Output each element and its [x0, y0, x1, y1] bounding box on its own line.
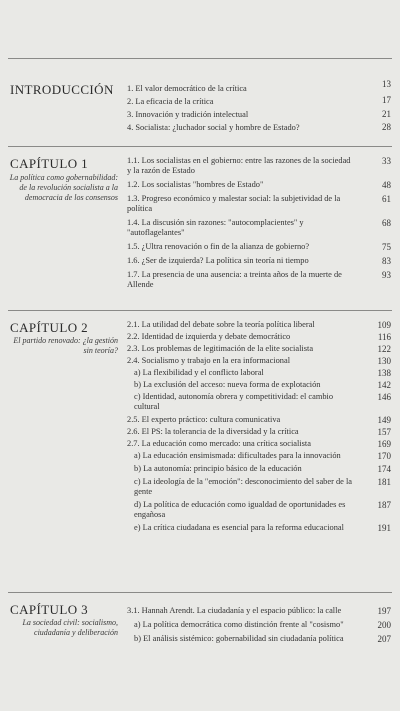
section-divider	[8, 592, 392, 593]
section-subtitle: El partido renovado: ¿la gestión sin teoría?	[13, 336, 118, 355]
section-divider	[8, 146, 392, 147]
entry-page: 48	[382, 180, 391, 190]
entry-text: 2.2. Identidad de izquierda y debate democrático	[127, 332, 291, 341]
entry-text: 1.5. ¿Ultra renovación o fin de la alianza de gobierno?	[127, 242, 310, 251]
entry-page: 17	[382, 95, 391, 105]
entry-page: 130	[377, 356, 391, 366]
entry-page: 122	[377, 344, 391, 354]
toc-entry	[127, 180, 391, 190]
toc-entry	[127, 79, 391, 94]
entry-page: 157	[377, 427, 391, 437]
toc-subentry	[127, 368, 391, 378]
entry-text: a) La educación ensimismada: dificultades para la innovación	[134, 451, 341, 460]
entry-page: 200	[377, 620, 391, 630]
entry-page: 116	[377, 332, 391, 342]
entries-list	[127, 156, 391, 290]
entry-text: 2.1. La utilidad del debate sobre la teoría política liberal	[127, 320, 315, 329]
entry-text: 2.6. El PS: la tolerancia de la diversidad y la crítica	[127, 427, 299, 436]
toc-entry	[127, 156, 391, 176]
section-title: INTRODUCCIÓN	[10, 82, 114, 97]
toc-subentry	[127, 464, 391, 474]
entry-text: 2.3. Los problemas de legitimación de la elite socialista	[127, 344, 314, 353]
toc-entry	[127, 218, 391, 238]
entry-text: 2. La eficacia de la crítica	[127, 97, 214, 106]
toc-entry	[127, 97, 391, 107]
section-title: CAPÍTULO 2	[10, 320, 89, 335]
toc-subentry	[127, 451, 391, 461]
entry-page: 170	[377, 451, 391, 461]
entry-text: 1.7. La presencia de una ausencia: a treinta años de la muerte de Allende	[127, 270, 342, 289]
toc-entry	[127, 242, 391, 252]
entry-text: 3.1. Hannah Arendt. La ciudadanía y el espacio público: la calle	[127, 606, 342, 615]
toc-subentry	[127, 392, 391, 412]
entry-text: 2.5. El experto práctico: cultura comunicativa	[127, 415, 281, 424]
toc-entry	[127, 256, 391, 266]
toc-entry	[127, 270, 391, 290]
entry-text: 1.2. Los socialistas "hombres de Estado"	[127, 180, 264, 189]
entry-text: 1.4. La discusión sin razones: "autocomplacientes" y "autoflagelantes"	[127, 218, 304, 237]
toc-subentry	[127, 477, 391, 497]
entry-text: 1.1. Los socialistas en el gobierno: entre las razones de la sociedad y la razón de Estado	[127, 156, 351, 175]
toc-entry	[127, 356, 391, 366]
toc-entry	[127, 332, 391, 342]
entry-page: 207	[377, 634, 391, 644]
top-divider	[8, 58, 392, 59]
entry-text: d) La política de educación como igualdad de oportunidades es engañosa	[134, 500, 346, 519]
section-subtitle: La política como gobernabilidad: de la revolución socialista a la democracia de los consensos	[9, 173, 118, 202]
entry-text: 2.4. Socialismo y trabajo en la era informacional	[127, 356, 291, 365]
entry-page: 28	[382, 122, 391, 132]
toc-subentry	[127, 634, 391, 644]
entry-text: a) La flexibilidad y el conflicto laboral	[134, 368, 264, 377]
entry-text: 4. Socialista: ¿luchador social y hombre de Estado?	[127, 123, 300, 132]
entry-page: 83	[382, 256, 391, 266]
toc-entry	[127, 439, 391, 449]
entry-page: 187	[377, 500, 391, 510]
entry-text: 1.6. ¿Ser de izquierda? La política sin teoría ni tiempo	[127, 256, 309, 265]
toc-entry	[127, 110, 391, 120]
entry-text: 1. El valor democrático de la crítica	[127, 84, 247, 93]
toc-subentry	[127, 620, 391, 630]
toc-subentry	[127, 523, 391, 533]
entries-list	[127, 320, 391, 533]
entry-page: 181	[377, 477, 391, 487]
entry-page: 197	[377, 606, 391, 616]
entry-text: c) La ideología de la "emoción": desconocimiento del saber de la gente	[134, 477, 352, 496]
entry-page: 21	[382, 109, 391, 119]
toc-entry	[127, 344, 391, 354]
section-subtitle: La sociedad civil: socialismo, ciudadanía y deliberación	[22, 618, 118, 637]
entry-page: 13	[382, 79, 391, 89]
entry-text: b) El análisis sistémico: gobernabilidad sin ciudadanía política	[134, 634, 344, 643]
toc-subentry	[127, 380, 391, 390]
entry-page: 191	[377, 523, 391, 533]
toc-entry	[127, 606, 391, 616]
entry-page: 169	[377, 439, 391, 449]
entry-page: 61	[382, 194, 391, 204]
entry-text: b) La autonomía: principio básico de la educación	[134, 464, 302, 473]
entry-text: e) La crítica ciudadana es esencial para la reforma educacional	[134, 523, 344, 532]
entry-text: 1.3. Progreso económico y malestar social: la subjetividad de la política	[127, 194, 341, 213]
toc-entry	[127, 427, 391, 437]
section-title: CAPÍTULO 3	[10, 602, 89, 617]
entry-text: b) La exclusión del acceso: nueva forma de explotación	[134, 380, 321, 389]
entries-list	[127, 79, 391, 133]
entry-text: 3. Innovación y tradición intelectual	[127, 110, 249, 119]
entry-page: 33	[382, 156, 391, 166]
section-divider	[8, 310, 392, 311]
entry-page: 109	[377, 320, 391, 330]
entry-page: 149	[377, 415, 391, 425]
entry-page: 142	[377, 380, 391, 390]
section-title: CAPÍTULO 1	[10, 156, 89, 171]
toc-entry	[127, 415, 391, 425]
toc-entry	[127, 194, 391, 214]
entry-page: 75	[382, 242, 391, 252]
entry-page: 174	[377, 464, 391, 474]
entry-page: 146	[377, 392, 391, 402]
entry-text: 2.7. La educación como mercado: una crítica socialista	[127, 439, 311, 448]
entry-text: a) La política democrática como distinción frente al "cosismo"	[134, 620, 344, 629]
entry-text: c) Identidad, autonomía obrera y competitividad: el cambio cultural	[134, 392, 334, 411]
entries-list	[127, 606, 391, 644]
entry-page: 68	[382, 218, 391, 228]
toc-entry	[127, 320, 391, 330]
entry-page: 93	[382, 270, 391, 280]
entry-page: 138	[377, 368, 391, 378]
toc-entry	[127, 123, 391, 133]
toc-subentry	[127, 500, 391, 520]
